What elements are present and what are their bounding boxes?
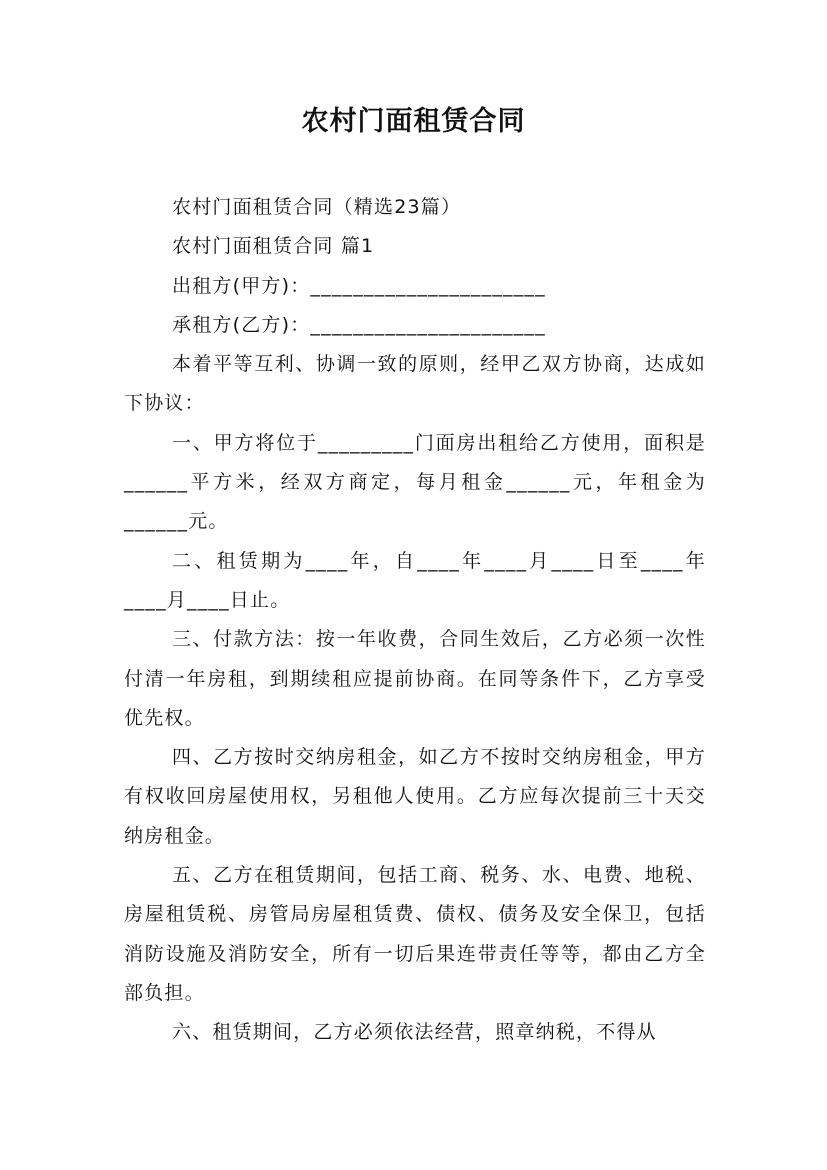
paragraph-preamble: 本着平等互利、协调一致的原则，经甲乙双方协商，达成如下协议：	[124, 353, 706, 415]
paragraph-clause-2: 二、租赁期为____年，自____年____月____日至____年____月____日止。	[124, 549, 706, 611]
paragraph-lessor: 出租方(甲方)：______________________	[172, 274, 546, 297]
paragraph-clause-1: 一、甲方将位于_________门面房出租给乙方使用，面积是______平方米，经双方商定，每月租金______元，年租金为______元。	[124, 431, 706, 533]
paragraph-clause-3: 三、付款方法：按一年收费，合同生效后，乙方必须一次性付清一年房租，到期续租应提前协商。在同等条件下，乙方享受优先权。	[124, 628, 706, 729]
paragraph-clause-4: 四、乙方按时交纳房租金，如乙方不按时交纳房租金，甲方有权收回房屋使用权，另租他人使用。乙方应每次提前三十天交纳房租金。	[124, 746, 706, 847]
paragraph-lessee: 承租方(乙方)：______________________	[172, 313, 546, 336]
paragraph-section-heading: 农村门面租赁合同 篇1	[172, 235, 375, 258]
paragraph-clause-6: 六、租赁期间，乙方必须依法经营，照章纳税，不得从	[172, 1021, 657, 1044]
paragraph-clause-5: 五、乙方在租赁期间，包括工商、税务、水、电费、地税、房屋租赁税、房管局房屋租赁费、债权、债务及安全保卫，包括消防设施及消防安全，所有一切后果连带责任等等，都由乙方全部负担。	[124, 864, 706, 1004]
paragraph-subtitle: 农村门面租赁合同（精选23篇）	[172, 196, 462, 218]
document-title: 农村门面租赁合同	[301, 106, 526, 137]
document-body	[124, 188, 706, 1053]
